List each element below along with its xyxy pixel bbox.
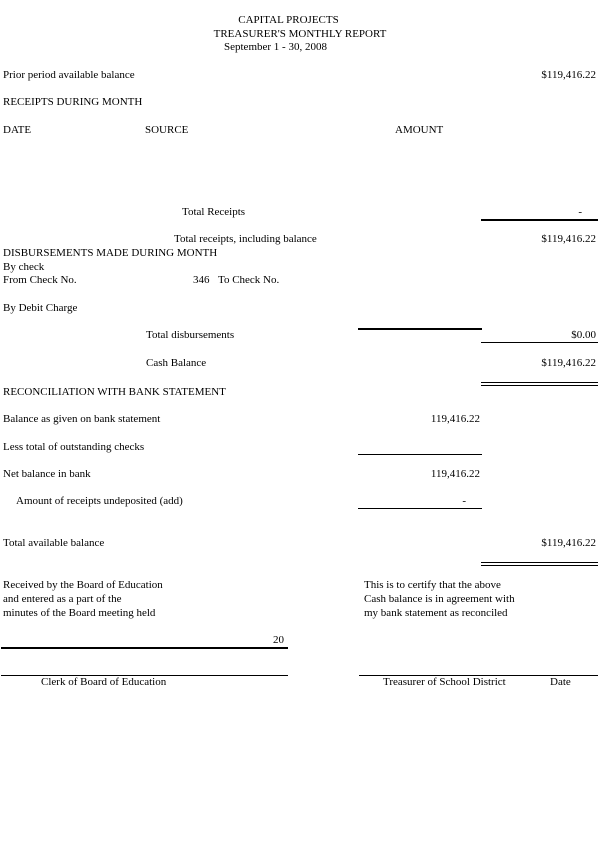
by-check-label: By check	[3, 261, 45, 273]
column-date: DATE	[3, 124, 32, 136]
by-debit-label: By Debit Charge	[3, 302, 78, 314]
column-source: SOURCE	[145, 124, 189, 136]
total-available-label: Total available balance	[3, 537, 105, 549]
cash-balance-value: $119,416.22	[541, 357, 596, 369]
total-receipts-value: -	[578, 206, 582, 218]
outstanding-checks-label: Less total of outstanding checks	[3, 441, 145, 453]
bank-balance-value: 119,416.22	[430, 413, 480, 425]
cash-balance-label: Cash Balance	[146, 357, 207, 369]
disbursements-amount-line	[358, 328, 482, 330]
treasurer-statement-line-2: Cash balance is in agreement with	[364, 593, 515, 605]
check-number: 346	[193, 274, 210, 286]
clerk-label: Clerk of Board of Education	[41, 676, 167, 688]
total-available-double-line-2	[481, 565, 598, 566]
board-statement-line-2: and entered as a part of the	[3, 593, 122, 605]
undeposited-value: -	[462, 495, 466, 507]
report-title: CAPITAL PROJECTS	[238, 14, 339, 26]
total-incl-balance-value: $119,416.22	[541, 233, 596, 245]
report-period: September 1 - 30, 2008	[224, 41, 327, 53]
total-receipts-label: Total Receipts	[182, 206, 246, 218]
column-amount: AMOUNT	[395, 124, 444, 136]
undeposited-line	[358, 508, 482, 509]
meeting-date-line	[1, 647, 288, 649]
total-available-value: $119,416.22	[541, 537, 596, 549]
undeposited-label: Amount of receipts undeposited (add)	[16, 495, 183, 507]
prior-balance-label: Prior period available balance	[3, 69, 135, 81]
report-subtitle: TREASURER'S MONTHLY REPORT	[213, 28, 387, 40]
cash-balance-double-line-2	[481, 385, 598, 386]
cash-balance-double-line-1	[481, 382, 598, 383]
total-disbursements-value: $0.00	[571, 329, 596, 341]
outstanding-checks-line	[358, 454, 482, 455]
board-statement-line-3: minutes of the Board meeting held	[3, 607, 156, 619]
total-disbursements-label: Total disbursements	[146, 329, 235, 341]
total-available-double-line-1	[481, 562, 598, 563]
date-label: Date	[550, 676, 571, 688]
prior-balance-value: $119,416.22	[541, 69, 596, 81]
treasurer-label: Treasurer of School District	[383, 676, 506, 688]
total-receipts-underline	[481, 219, 598, 221]
total-disbursements-underline	[481, 342, 598, 343]
net-balance-value: 119,416.22	[430, 468, 480, 480]
meeting-year: 20	[273, 634, 284, 646]
reconciliation-heading: RECONCILIATION WITH BANK STATEMENT	[3, 386, 226, 398]
from-check-label: From Check No.	[3, 274, 77, 286]
receipts-heading: RECEIPTS DURING MONTH	[3, 96, 143, 108]
to-check-label: To Check No.	[218, 274, 280, 286]
net-balance-label: Net balance in bank	[3, 468, 91, 480]
treasurer-statement-line-1: This is to certify that the above	[364, 579, 501, 591]
board-statement-line-1: Received by the Board of Education	[3, 579, 163, 591]
total-incl-balance-label: Total receipts, including balance	[174, 233, 317, 245]
bank-balance-label: Balance as given on bank statement	[3, 413, 161, 425]
treasurer-statement-line-3: my bank statement as reconciled	[364, 607, 508, 619]
disbursements-heading: DISBURSEMENTS MADE DURING MONTH	[3, 247, 218, 259]
